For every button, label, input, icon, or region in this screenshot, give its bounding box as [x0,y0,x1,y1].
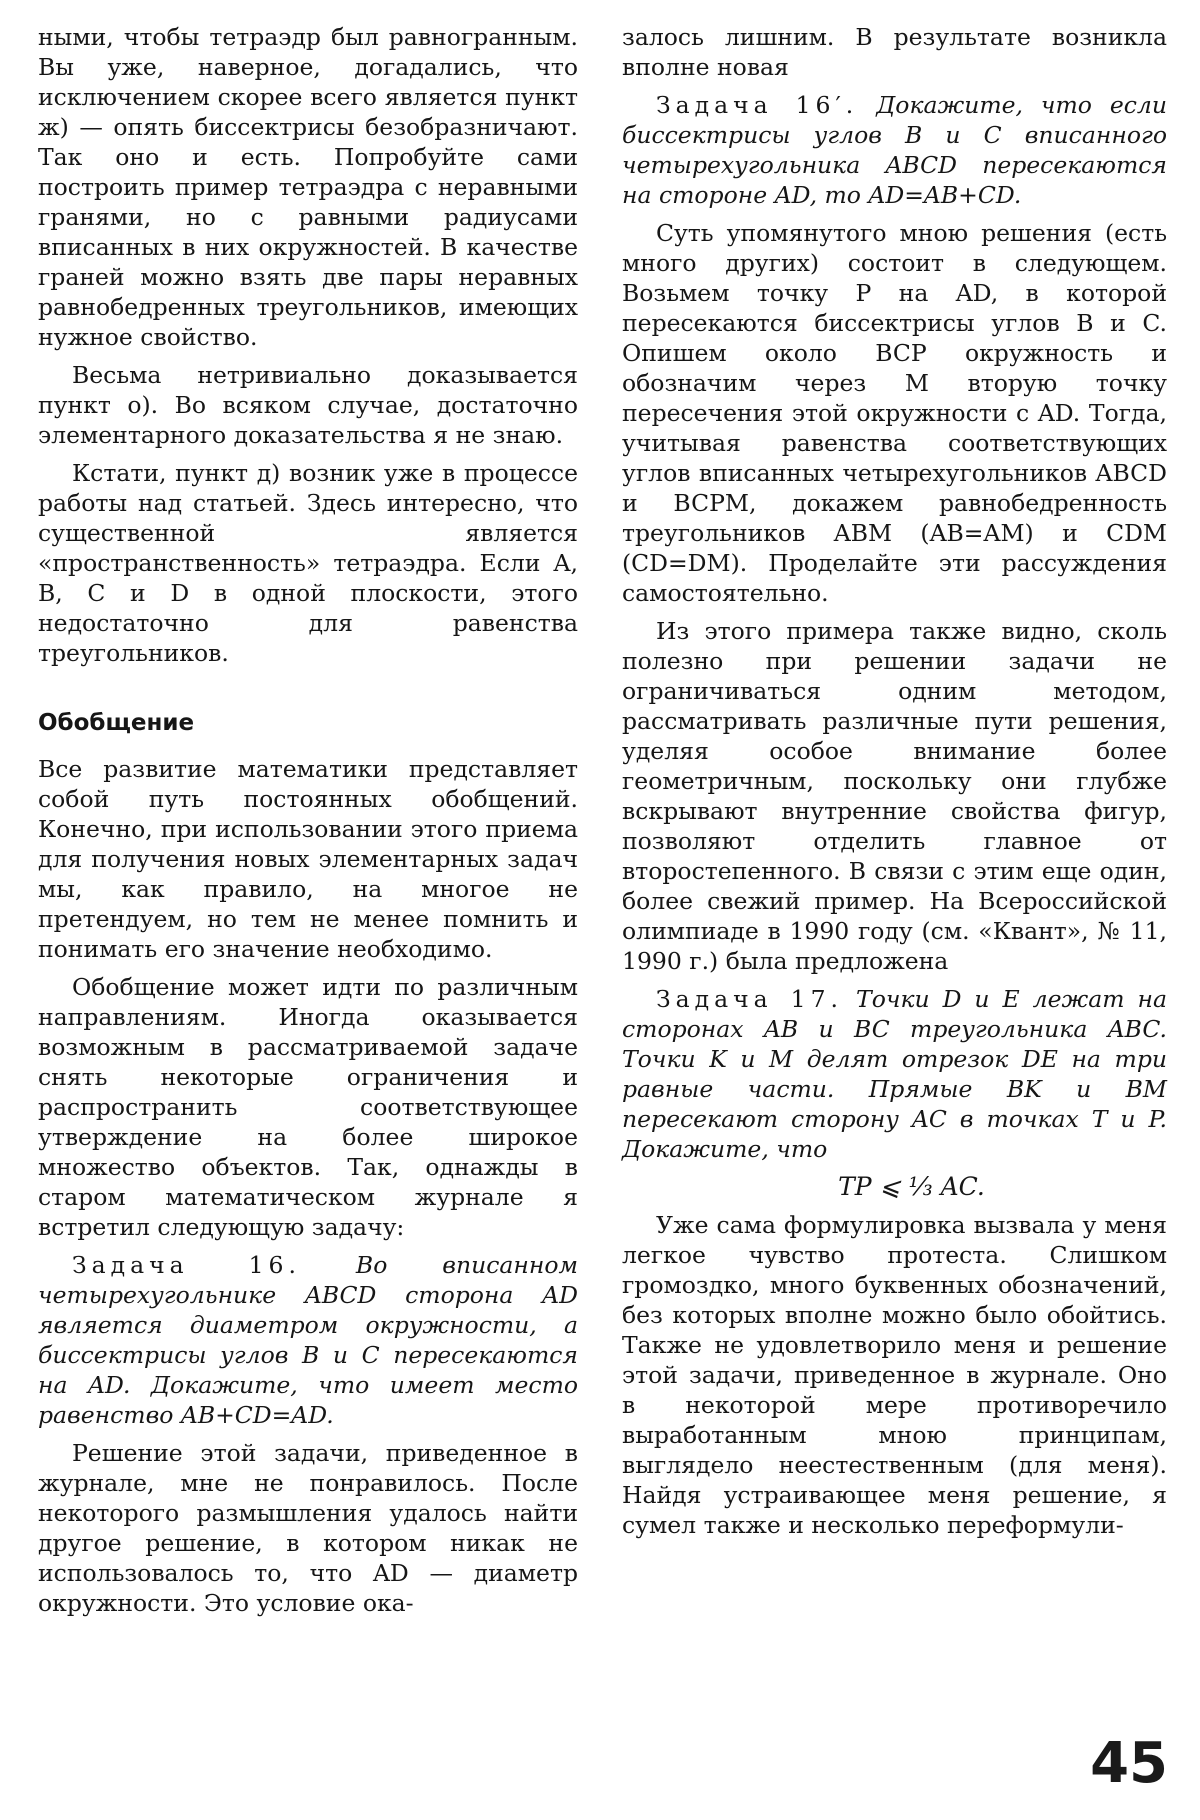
formula: TP ⩽ ⅓ AC. [838,1172,985,1201]
task-16-prime [622,90,1167,210]
task-statement: Во вписанном четырехугольнике ABCD сторона AD является диаметром окружности, а биссектрисы углов B и C пересекаются на AD. Докажите, что имеет место равенство AB+CD=AD. [38,1251,578,1429]
paragraph: ными, чтобы тетраэдр был равногранным. Вы уже, наверное, догадались, что исключением скорее всего является пункт ж) — опять биссектрисы безобразничают. Так оно и есть. Попробуйте сами построить пример тетраэдра с неравными гранями, но с равными радиусами вписанных в них окружностей. В качестве граней можно взять две пары неравных равнобедренных треугольников, имеющих нужное свойство. [38,23,578,351]
paragraph: Кстати, пункт д) возник уже в процессе работы над статьей. Здесь интересно, что существенной является «пространственность» тетраэдра. Если A, B, C и D в одной плоскости, этого недостаточно для равенства треугольников. [38,459,578,667]
task-16 [38,1250,578,1430]
task-label: Задача 16. [72,1251,301,1279]
task-label: Задача 16′. [656,91,859,119]
paragraph: Все развитие математики представляет собой путь постоянных обобщений. Конечно, при использовании этого приема для получения новых элементарных задач мы, как правило, на многое не претендуем, но тем не менее помнить и понимать его значение необходимо. [38,755,578,963]
task-statement: Точки D и E лежат на сторонах AB и BC треугольника ABC. Точки K и M делят отрезок DE на три равные части. Прямые BK и BM пересекают сторону AC в точках T и P. Докажите, что [622,985,1167,1163]
section-heading: Обобщение [38,710,195,736]
paragraph: Решение этой задачи, приведенное в журнале, мне не понравилось. После некоторого размышления удалось найти другое решение, в котором никак не использовалось то, что AD — диаметр окружности. Это условие ока- [38,1439,578,1617]
right-column [622,22,1167,1548]
paragraph: Обобщение может идти по различным направлениям. Иногда оказывается возможным в рассматриваемой задаче снять некоторые ограничения и распространить соответствующее утверждение на более широкое множество объектов. Так, однажды в старом математическом журнале я встретил следующую задачу: [38,973,578,1241]
paragraph: Суть упомянутого мною решения (есть много других) состоит в следующем. Возьмем точку P на AD, в которой пересекаются биссектрисы углов B и C. Опишем около BCP окружность и обозначим через M вторую точку пересечения этой окружности с AD. Тогда, учитывая равенства соответствующих углов вписанных четырехугольников ABCD и BCPM, докажем равнобедренность треугольников ABM (AB=AM) и CDM (CD=DM). Проделайте эти рассуждения самостоятельно. [622,219,1167,607]
paragraph: Из этого примера также видно, сколь полезно при решении задачи не ограничиваться одним методом, рассматривать различные пути решения, уделяя особое внимание более геометричным, поскольку они глубже вскрывают внутренние свойства фигур, позволяют отделить главное от второстепенного. В связи с этим еще один, более свежий пример. На Всероссийской олимпиаде в 1990 году (см. «Квант», № 11, 1990 г.) была предложена [622,617,1167,975]
paragraph: Уже сама формулировка вызвала у меня легкое чувство протеста. Слишком громоздко, много буквенных обозначений, без которых вполне можно было обойтись. Также не удовлетворило меня и решение этой задачи, приведенное в журнале. Оно в некоторой мере противоречило выработанным мною принципам, выглядело неестественным (для меня). Найдя устраивающее меня решение, я сумел также и несколько переформули- [622,1211,1167,1539]
page-number: 45 [1090,1731,1168,1796]
task-17 [622,984,1167,1164]
left-column [38,22,578,1626]
paragraph: залось лишним. В результате возникла вполне новая [622,23,1167,81]
paragraph: Весьма нетривиально доказывается пункт о). Во всяком случае, достаточно элементарного доказательства я не знаю. [38,361,578,449]
task-statement: Докажите, что если биссектрисы углов B и C вписанного четырехугольника ABCD пересекаются на стороне AD, то AD=AB+CD. [622,91,1167,209]
task-label: Задача 17. [656,985,844,1013]
